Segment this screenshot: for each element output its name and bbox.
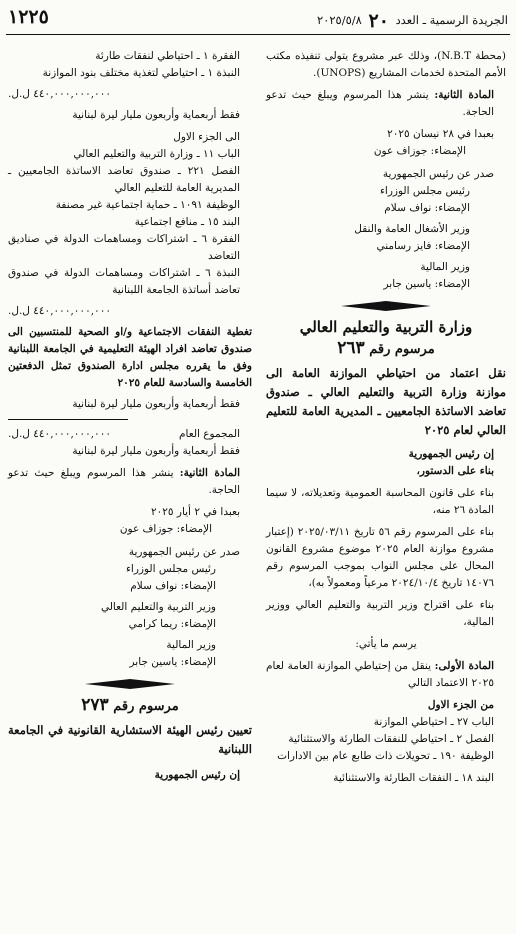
budget-line: الباب ١١ ـ وزارة التربية والتعليم العالي [73,148,240,160]
basis-2: بناء على المرسوم رقم ٥٦ تاريخ ٢٠٢٥/٠٣/١١ (إعتبار مشروع موازنة العام ٢٠٢٥ موضوع مشروع القانون المحال على مجلس النواب بموجب المرسوم رقم ١٤٠٧٦ تاريخ ٢٠٢٤/١٠/٤ مرعياً ومعمولاً به)، [266,526,494,589]
article-label: المادة الأولى: [434,660,495,672]
total-label: المجموع العام [179,428,240,440]
total-amount: ٤٤٠,٠٠٠,٠٠٠,٠٠٠ ل.ل. [8,428,111,440]
education-minister-signature: الإمضاء: ريما كرامي [128,618,216,630]
budget-line: النبذة ٦ ـ اشتراكات ومساهمات الدولة في صندوق تعاضد أساتذة الجامعة اللبنانية [8,267,241,296]
basis-1: بناء على قانون المحاسبة العمومية وتعديلاته، لا سيما المادة ٢٦ منه، [266,487,494,516]
president-signature: الإمضاء: جوزاف عون [119,523,212,535]
ministry-heading: وزارة التربية والتعليم العالي [299,318,473,336]
left-column [8,48,252,784]
decree-number: ٢٦٣ [337,338,365,358]
budget-line: الفصل ٢ ـ احتياطي للنفقات الطارئة والاستثنائية [288,733,494,745]
part-heading: الى الجزء الاول [173,131,240,143]
budget-line: الفقرة ٦ ـ اشتراكات ومساهمات الدولة في صناديق التعاضد [8,233,241,262]
decree-title: تعيين رئيس الهيئة الاستشارية القانونية في الجامعة اللبنانية [8,723,252,756]
article-1 [266,658,506,692]
budget-line: الفصل ٢٢١ ـ صندوق تعاضد الاساتذة الجامعيين ـ المديرية العامة للتعليم العالي [8,165,240,194]
page-header [6,4,510,35]
decree-number-heading [266,340,506,358]
article-label: المادة الثانية: [434,89,494,101]
grand-total [8,426,252,443]
issue-number: ٢٠ [368,10,389,32]
journal-header [317,10,508,32]
amount-in-words: فقط أربعماية وأربعون مليار ليرة لبنانية [72,109,240,121]
amount: ٤٤٠,٠٠٠,٠٠٠,٠٠٠ ل.ل. [8,305,111,317]
decree-label: مرسوم رقم [113,699,179,714]
coverage-description: تغطية النفقات الاجتماعية و/او الصحية للمنتسبين الى صندوق تعاضد افراد الهيئة التعليمية في الجامعة اللبنانية وفق ما يقرره مجلس ادارة الصندوق تمثل الدفعتين الخامسة والسادسة للعام ٢٠٢٥ [8,326,252,389]
budget-line: البند ١٨ ـ النفقات الطارئة والاستثنائية [333,772,494,784]
article-text: ينشر هذا المرسوم ويبلغ حيث تدعو الحاجة. [266,89,494,118]
finance-minister-title: وزير المالية [166,639,216,651]
article-text: ينقل من إحتياطي الموازنة العامة لعام ٢٠٢٥ الاعتماد التالي [266,660,494,689]
decree-number: ٢٧٣ [81,695,109,715]
decree-title: نقل اعتماد من احتياطي الموازنة العامة الى موازنة وزارة التربية والتعليم العالي ـ صندوق تعاضد الاساتذة الجامعيين ـ المديرية العامة للتعليم العالي لعام ٢٠٢٥ [266,366,506,437]
article-text: ينشر هذا المرسوم ويبلغ حيث تدعو الحاجة. [8,467,240,496]
separator-diamond [266,299,506,313]
president-line: إن رئيس الجمهورية [154,769,240,781]
issued-by: صدر عن رئيس الجمهورية [128,546,240,558]
amount: ٤٤٠,٠٠٠,٠٠٠,٠٠٠ ل.ل. [8,88,111,100]
intro-text: (محطة N.B.T)، وذلك عبر مشروع يتولى تنفيذه مكتب الأمم المتحدة لخدمات المشاريع (UNOPS). [266,50,506,79]
finance-minister-signature: الإمضاء: ياسين جابر [383,278,470,290]
page-number: ١٢٢٥ [8,6,49,28]
issued-by: صدر عن رئيس الجمهورية [382,168,494,180]
budget-line: البند ١٥ ـ منافع اجتماعية [134,216,240,228]
amount-in-words: فقط أربعماية وأربعون مليار ليرة لبنانية [72,445,240,457]
article-label: المادة الثانية: [179,467,240,479]
president-line: إن رئيس الجمهورية [408,448,494,460]
article-2 [266,87,506,121]
article-2 [8,465,252,499]
pm-title: رئيس مجلس الوزراء [379,185,470,197]
pm-title: رئيس مجلس الوزراء [125,563,216,575]
decrees-line: يرسم ما يأتي: [355,638,417,650]
works-minister-signature: الإمضاء: فايز رسامني [376,240,470,252]
pm-signature: الإمضاء: نواف سلام [130,580,216,592]
budget-line: الباب ٢٧ ـ احتياطي الموازنة [373,716,494,728]
budget-line: الفقرة ١ ـ احتياطي لنفقات طارئة [95,50,240,62]
budget-line: الوظيفة ١٩٠ ـ تحويلات ذات طابع عام بين الادارات [277,750,494,762]
date-line: بعبدا في ٢ أيار ٢٠٢٥ [150,506,240,518]
pm-signature: الإمضاء: نواف سلام [384,202,470,214]
budget-line: الوظيفة ١٠٩١ ـ حماية اجتماعية غير مصنفة [55,199,240,211]
right-column [266,48,506,787]
decree-number-heading [8,697,252,715]
constitution-line: بناء على الدستور، [416,465,494,477]
president-signature: الإمضاء: جوزاف عون [373,145,466,157]
date-line: بعبدا في ٢٨ نيسان ٢٠٢٥ [387,128,494,140]
amount-in-words: فقط أربعماية وأربعون مليار ليرة لبنانية [72,398,240,410]
budget-line: النبذة ١ ـ احتياطي لتغذية مختلف بنود الموازنة [42,67,240,79]
separator-diamond [8,677,252,691]
issue-date: ٢٠٢٥/٥/٨ [317,13,362,27]
basis-3: بناء على اقتراح وزير التربية والتعليم العالي ووزير المالية، [266,599,494,628]
finance-minister-signature: الإمضاء: ياسين جابر [129,656,216,668]
part-heading: من الجزء الاول [427,699,494,711]
decree-label: مرسوم رقم [369,342,435,357]
finance-minister-title: وزير المالية [420,261,470,273]
journal-name: الجريدة الرسمية ـ العدد [395,13,508,27]
works-minister-title: وزير الأشغال العامة والنقل [354,223,470,235]
education-minister-title: وزير التربية والتعليم العالي [100,601,216,613]
total-divider [8,419,128,420]
